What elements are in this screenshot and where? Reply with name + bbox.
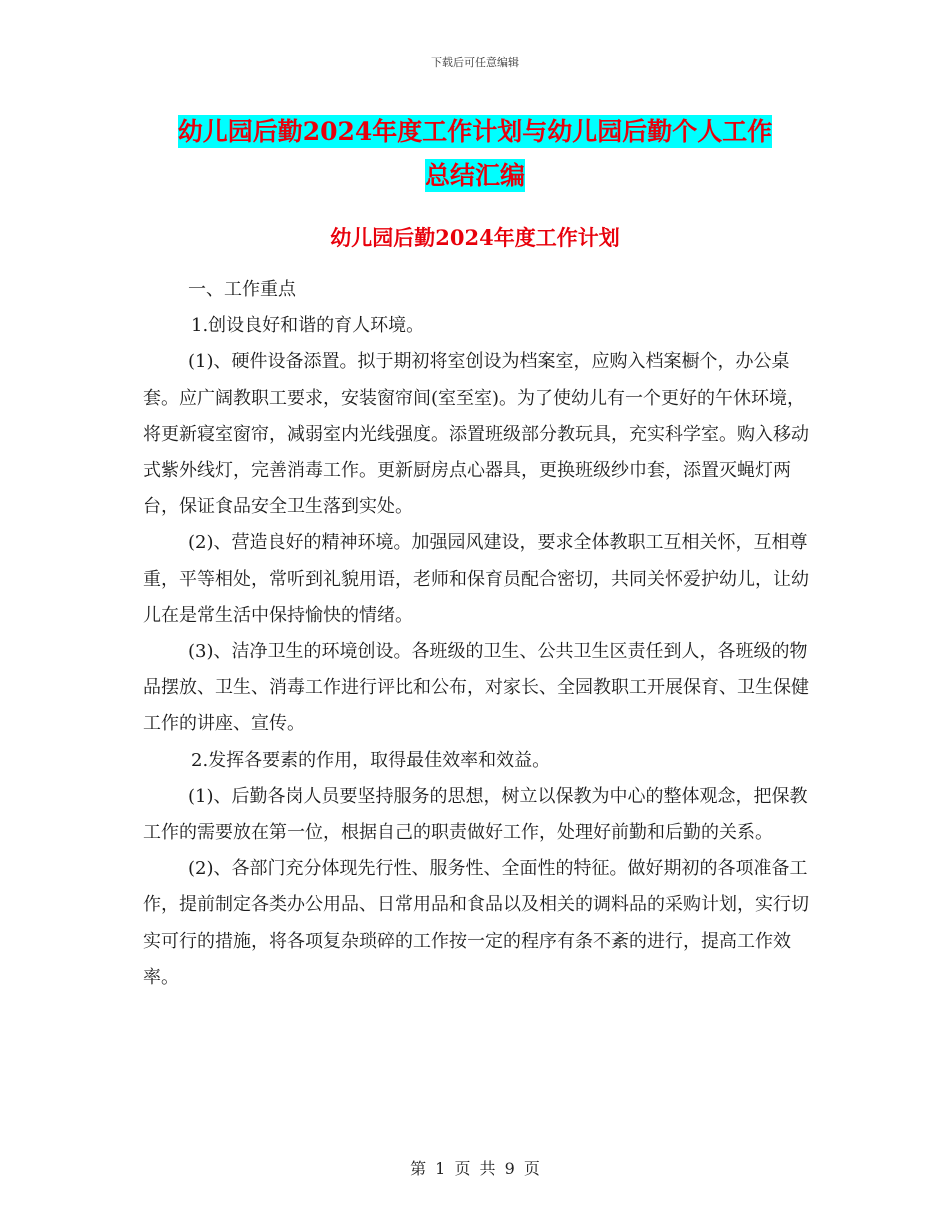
document-title [0,110,950,198]
document-title-line-2: 总结汇编 [424,161,525,190]
paragraph-service-idea: (1)、后勤各岗人员要坚持服务的思想，树立以保教为中心的整体观念，把保教工作的需要放在第一位，根据自己的职责做好工作，处理好前勤和后勤的关系。 [143,785,808,844]
document-title-line-1: 幼儿园后勤2024年度工作计划与幼儿园后勤个人工作 [177,117,773,146]
document-body [143,272,815,996]
paragraph-spirit-environment: (2)、营造良好的精神环境。加强园风建设，要求全体教职工互相关怀，互相尊重，平等相处，常听到礼貌用语，老师和保育员配合密切，共同关怀爱护幼儿，让幼儿在是常生活中保持愉快的情绪。 [143,532,809,626]
paragraph-item-2: 2.发挥各要素的作用，取得最佳效率和效益。 [191,749,551,771]
paragraph-clean-environment: (3)、洁净卫生的环境创设。各班级的卫生、公共卫生区责任到人，各班级的物品摆放、卫生、消毒工作进行评比和公布，对家长、全园教职工开展保育、卫生保健工作的讲座、宣传。 [143,641,809,735]
section-title: 幼儿园后勤2024年度工作计划 [330,225,620,250]
header-note: 下载后可任意编辑 [431,56,519,69]
paragraph-departments: (2)、各部门充分体现先行性、服务性、全面性的特征。做好期初的各项准备工作，提前制定各类办公用品、日常用品和食品以及相关的调料品的采购计划，实行切实可行的措施，将各项复杂琐碎的工作按一定的程序有条不紊的进行，提高工作效率。 [143,858,809,988]
paragraph-item-1: 1.创设良好和谐的育人环境。 [191,315,425,337]
paragraph-hardware: (1)、硬件设备添置。拟于期初将室创设为档案室，应购入档案橱个，办公桌套。应广阔教职工要求，安装窗帘间(室至室)。为了使幼儿有一个更好的午休环境，将更新寝室窗帘，减弱室内光线强度。添置班级部分教玩具，充实科学室。购入移动式紫外线灯，完善消毒工作。更新厨房点心器具，更换班级纱巾套，添置灭蝇灯两台，保证食品安全卫生落到实处。 [143,351,809,518]
paragraph-work-focus: 一、工作重点 [188,279,296,300]
page-number-footer: 第 1 页 共 9 页 [410,1159,540,1178]
